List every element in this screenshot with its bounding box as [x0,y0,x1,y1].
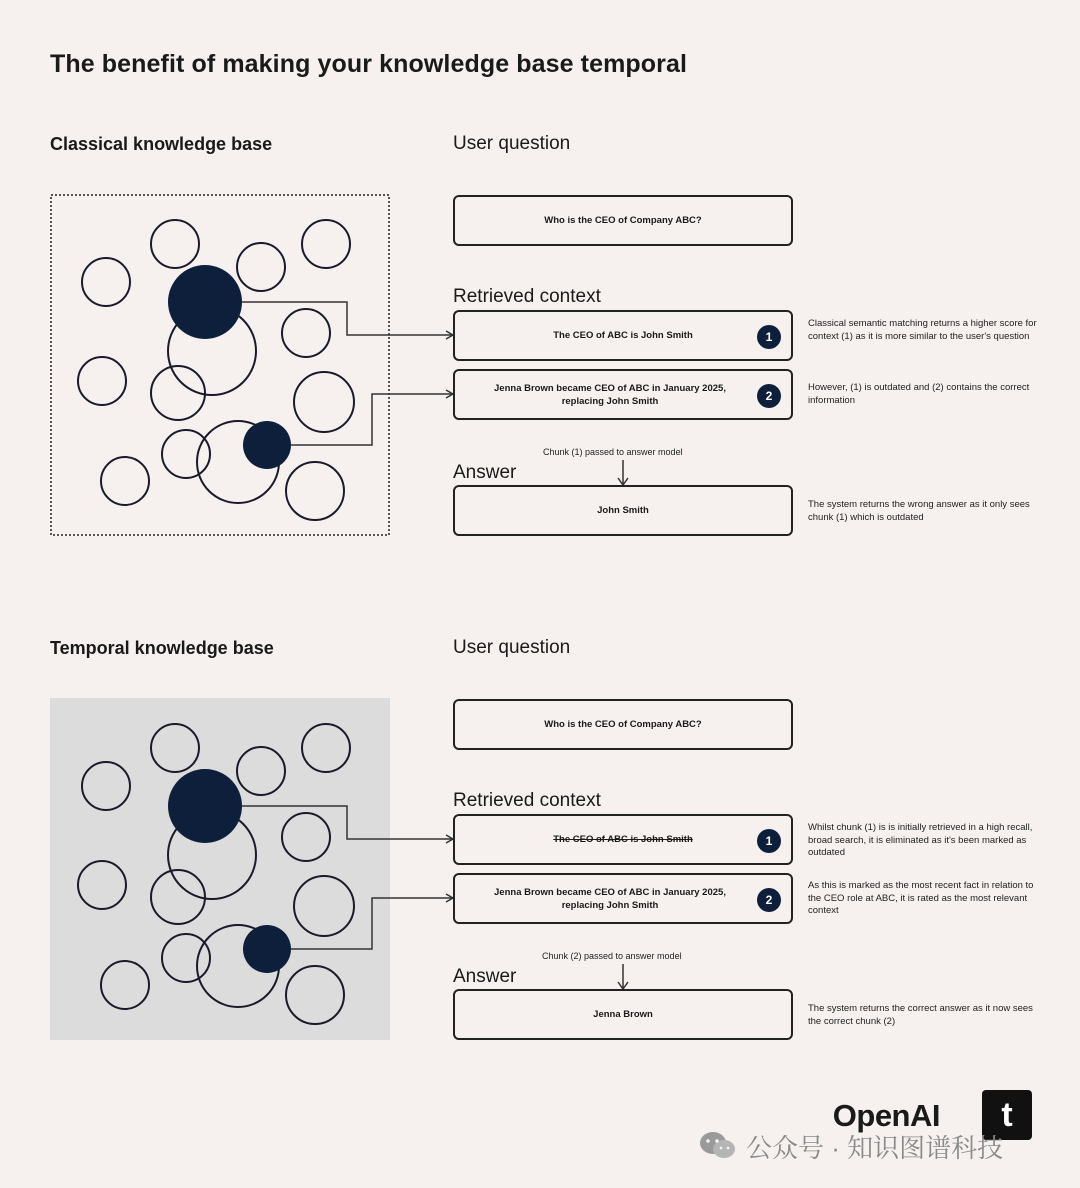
highlighted-node-2 [243,925,291,973]
temporal-chunk-2-line2: replacing John Smith [561,899,659,911]
temporal-answer-text: Jenna Brown [593,1009,653,1020]
classical-question-text: Who is the CEO of Company ABC? [544,215,702,226]
classical-answer-text: John Smith [597,505,649,516]
temporal-user-question-label: User question [453,637,571,658]
classical-note-1: Classical semantic matching returns a higher score for context (1) as it is more similar to the user's question [808,318,1037,342]
graph-node-11 [101,457,149,505]
openai-logo: OpenAI [832,1098,940,1133]
classical-retrieved-label: Retrieved context [453,286,601,307]
temporal-note-2: As this is marked as the most recent fact in relation to the CEO role at ABC, it is rated as the most relevant context [808,880,1034,916]
graph-node-5 [282,309,330,357]
classical-question-box [453,195,793,246]
temporal-answer-label: Answer [453,966,517,987]
graph-node-0 [151,220,199,268]
classical-chunk-2-text [494,382,726,408]
temporal-passed-label: Chunk (2) passed to answer model [542,951,682,961]
classical-chunk-2-box [453,369,793,420]
graph-node-12 [286,462,344,520]
temporal-chunk-2-line1: Jenna Brown became CEO of ABC in January 2025, [494,886,726,898]
classical-chunk-2-line2: replacing John Smith [561,395,659,407]
classical-chunk-1-badge: 1 [757,325,781,349]
classical-heading: Classical knowledge base [50,134,273,154]
graph-node-8 [294,372,354,432]
classical-note-2: However, (1) is outdated and (2) contains the correct information [808,382,1030,406]
temporal-retrieved-label: Retrieved context [453,790,601,811]
temporal-chunk-1-box [453,814,793,865]
temporal-note-1: Whilst chunk (1) is is initially retrieved in a high recall, broad search, it is eliminated as it's been marked as outdated [808,822,1033,858]
graph-node-2 [237,243,285,291]
classical-note-3: The system returns the wrong answer as it only sees chunk (1) which is outdated [808,499,1030,523]
graph-node-1 [82,258,130,306]
highlighted-node-1 [168,769,242,843]
connector-line-1 [291,394,453,445]
classical-answer-label: Answer [453,462,517,483]
classical-chunk-1-box [453,310,793,361]
highlighted-node-2 [243,421,291,469]
classical-passed-label: Chunk (1) passed to answer model [543,447,683,457]
highlighted-node-1 [168,265,242,339]
graph-node-6 [78,357,126,405]
page-title: The benefit of making your knowledge base temporal [50,50,688,78]
temporal-note-3: The system returns the correct answer as it now sees the correct chunk (2) [808,1003,1033,1027]
classical-user-question-label: User question [453,133,571,154]
temporal-answer-box [453,989,793,1040]
temporal-question-box [453,699,793,750]
temporal-chunk-1-text-struck: The CEO of ABC is John Smith [553,834,693,845]
temporal-question-text: Who is the CEO of Company ABC? [544,719,702,730]
graph-node-9 [162,430,210,478]
classical-chunk-2-line1: Jenna Brown became CEO of ABC in January 2025, [494,382,726,394]
temporal-chunk-2-box [453,873,793,924]
classical-chunk-2-badge: 2 [757,384,781,408]
connector-line-0 [242,302,453,335]
temporal-chunk-2-badge: 2 [757,888,781,912]
temporal-heading: Temporal knowledge base [50,638,274,658]
temporal-chunk-2-text [494,886,726,912]
temporal-chunk-1-badge: 1 [757,829,781,853]
wechat-icon [698,1130,738,1160]
t-logo-badge: t [982,1090,1032,1140]
graph-node-3 [302,220,350,268]
watermark-text: 公众号 · 知识图谱科技 [746,1133,1004,1163]
classical-answer-box [453,485,793,536]
classical-chunk-1-text: The CEO of ABC is John Smith [553,330,693,341]
